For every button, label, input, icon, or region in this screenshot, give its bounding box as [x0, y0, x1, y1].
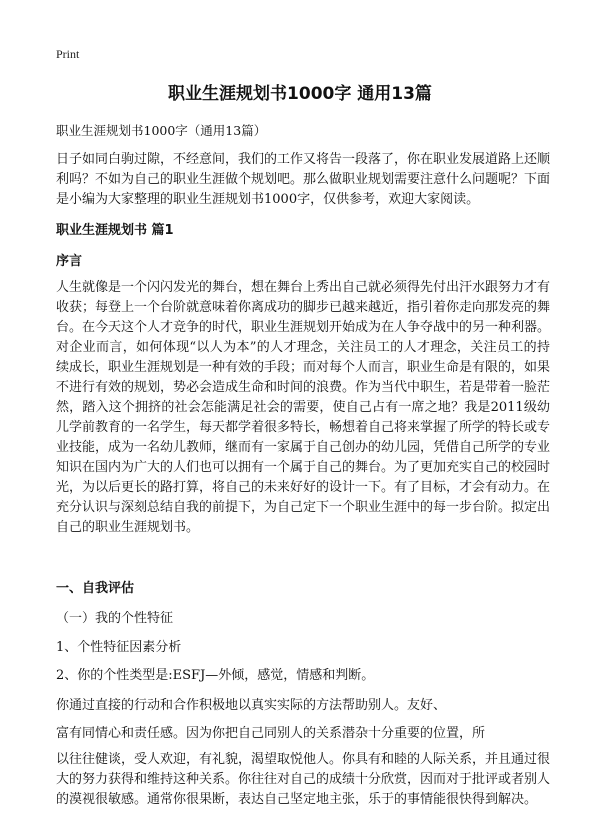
- list-item: 1、个性特征因素分析: [56, 640, 182, 655]
- personality-subheading: （一）我的个性特征: [56, 611, 174, 626]
- intro-paragraph: 日子如同白驹过隙，不经意间，我们的工作又将告一段落了，你在职业发展道路上还顺利吗？不如为自己的职业生涯做个规划吧。那么做职业规划需要注意什么问题呢？下面是小编为大家整理的职业生涯规划书1000字，仅供参考，欢迎大家阅读。: [56, 152, 551, 207]
- self-eval-heading: 一、自我评估: [56, 581, 135, 596]
- closing-paragraph: 以往往健谈，受人欢迎，有礼貌，渴望取悦他人。你具有和睦的人际关系，并且通过很大的努力获得和维持这种关系。你往往对自己的成绩十分欣赏，因而对于批评或者别人的漠视很敏感。通常你很果断，表达自己坚定地主张，乐于的事情能很快得到解决。: [56, 752, 551, 807]
- text-line: 你通过直接的行动和合作积极地以真实实际的方法帮助别人。友好、: [56, 698, 447, 713]
- preface-paragraph: 人生就像是一个闪闪发光的舞台，想在舞台上秀出自己就必须得先付出汗水跟努力才有收获；每登上一个台阶就意味着你离成功的脚步已越来越近，指引着你走向那发亮的舞台。在今天这个人才竞争的时代，职业生涯规划开始成为在人争夺战中的另一种利器。对企业而言，如何体现“以人为本”的人才理念，关注员工的人才理念，关注员工的持续成长，职业生涯规划是一种有效的手段；而对每个人而言，职业生命是有限的，如果不进行有效的规划，势必会造成生命和时间的浪费。作为当代中职生，若是带着一脸茫然，踏入这个拥挤的社会怎能满足社会的需要，使自己占有一席之地？我是2011级幼儿学前教育的一名学生，每天都学着很多特长，畅想着自己将来掌握了所学的特长或专业技能，成为一名幼儿教师，继而有一家属于自己创办的幼儿园，凭借自己所学的专业知识在国内为广大的人们也可以拥有一个属于自己的舞台。为了更加充实自己的校园时光，为以后更长的路打算，将自己的未来好好的设计一下。有了目标，才会有动力。在充分认识与深刻总结自我的前提下，为自己定下一个职业生涯中的每一步台阶。拟定出自己的职业生涯规划书。: [56, 280, 551, 535]
- print-link[interactable]: Print: [56, 47, 80, 61]
- subtitle: 职业生涯规划书1000字（通用13篇）: [56, 123, 267, 138]
- preface-heading: 序言: [56, 254, 83, 269]
- list-item: 2、你的个性类型是:ESFJ—外倾，感觉，情感和判断。: [56, 668, 375, 683]
- section-title: 职业生涯规划书 篇1: [56, 223, 174, 238]
- page-title: 职业生涯规划书1000字 通用13篇: [168, 84, 432, 104]
- text-line: 富有同情心和责任感。因为你把自己同别人的关系潜杂十分重要的位置，所: [56, 726, 486, 741]
